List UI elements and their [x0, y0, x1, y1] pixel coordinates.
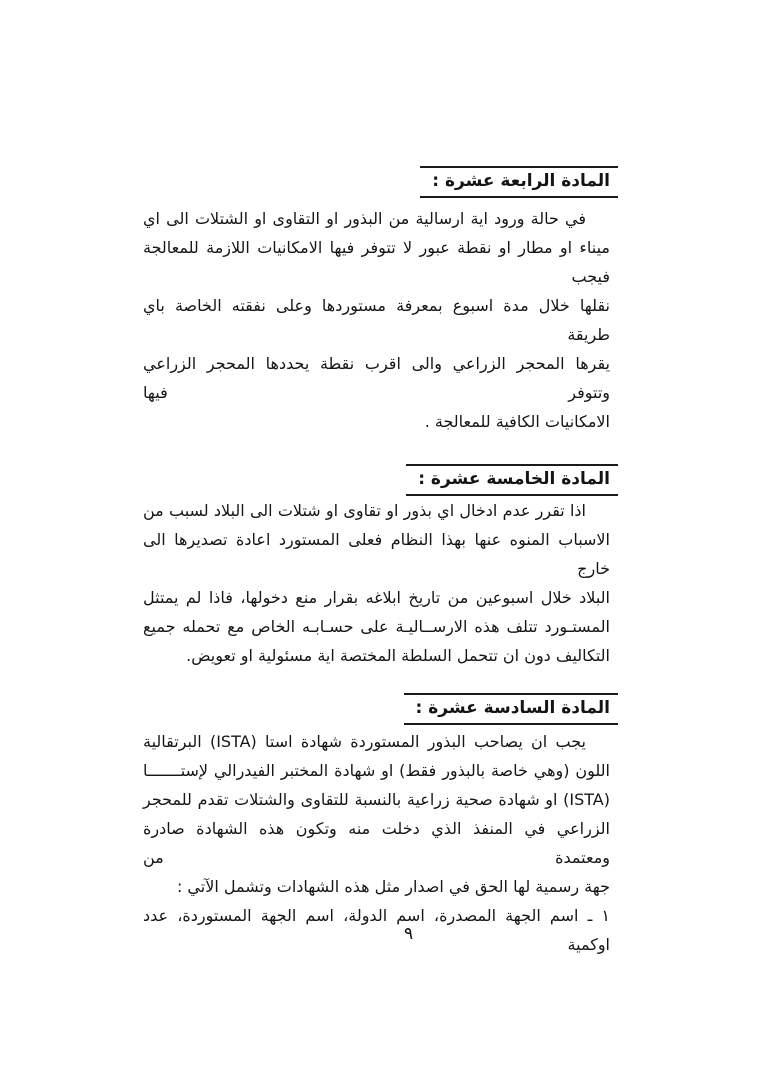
text-line: في حالة ورود اية ارسالية من البذور او التقاوى او الشتلات الى اي [143, 209, 586, 228]
text-line: التكاليف دون ان تتحمل السلطة المختصة اية مسئولية او تعويض. [186, 646, 610, 665]
text-line: (ISTA) او شهادة صحية زراعية بالنسبة للتقاوى والشتلات تقدم للمحجر [143, 790, 610, 809]
text-line: البلاد خلال اسبوعين من تاريخ ابلاغه بقرار منع دخولها، فاذا لم يمتثل [143, 588, 610, 607]
text-line: جهة رسمية لها الحق في اصدار مثل هذه الشهادات وتشمل الآتي : [176, 877, 610, 896]
article-14-paragraph [143, 204, 610, 436]
text-line: المستـورد تتلف هذه الارســاليـة على حسـابـه الخاص مع تحمله جميع [143, 617, 610, 636]
article-15-section [143, 464, 610, 670]
article-16-section [143, 693, 610, 959]
text-line: نقلها خلال مدة اسبوع بمعرفة مستوردها وعلى نفقته الخاصة باي طريقة [143, 296, 610, 344]
document-body [143, 166, 610, 959]
text-line: الزراعي في المنفذ الذي دخلت منه وتكون هذه الشهادة صادرة ومعتمدة من [143, 819, 610, 867]
article-15-paragraph [143, 496, 610, 670]
article-14-section [143, 166, 610, 436]
article-16-heading-row [143, 693, 610, 725]
article-14-heading: المادة الرابعة عشرة : [420, 166, 618, 198]
numbered-list-item-1: ١ ـ اسم الجهة المصدرة، اسم الدولة، اسم الجهة المستوردة، عدد اوكمية [143, 906, 610, 954]
text-line: يقرها المحجر الزراعي والى اقرب نقطة يحددها المحجر الزراعي وتتوفر فيها [143, 354, 610, 402]
article-15-heading-row [143, 464, 610, 496]
text-line: ميناء او مطار او نقطة عبور لا تتوفر فيها الامكانيات اللازمة للمعالجة فيجب [143, 238, 610, 286]
text-line: الاسباب المنوه عنها بهذا النظام فعلى المستورد اعادة تصديرها الى خارج [143, 530, 610, 578]
article-14-heading-row [143, 166, 610, 198]
article-15-heading: المادة الخامسة عشرة : [406, 464, 618, 496]
text-line: الامكانيات الكافية للمعالجة . [424, 412, 610, 431]
article-16-paragraph [143, 727, 610, 959]
text-line: اللون (وهي خاصة بالبذور فقط) او شهادة المختبر الفيدرالي لإستـــــــا [143, 761, 610, 780]
article-16-heading: المادة السادسة عشرة : [404, 693, 618, 725]
text-line: اذا تقرر عدم ادخال اي بذور او تقاوى او شتلات الى البلاد لسبب من [143, 501, 586, 520]
text-line: يجب ان يصاحب البذور المستوردة شهادة استا (ISTA) البرتقالية [143, 732, 586, 751]
page-number: ٩ [404, 924, 414, 944]
